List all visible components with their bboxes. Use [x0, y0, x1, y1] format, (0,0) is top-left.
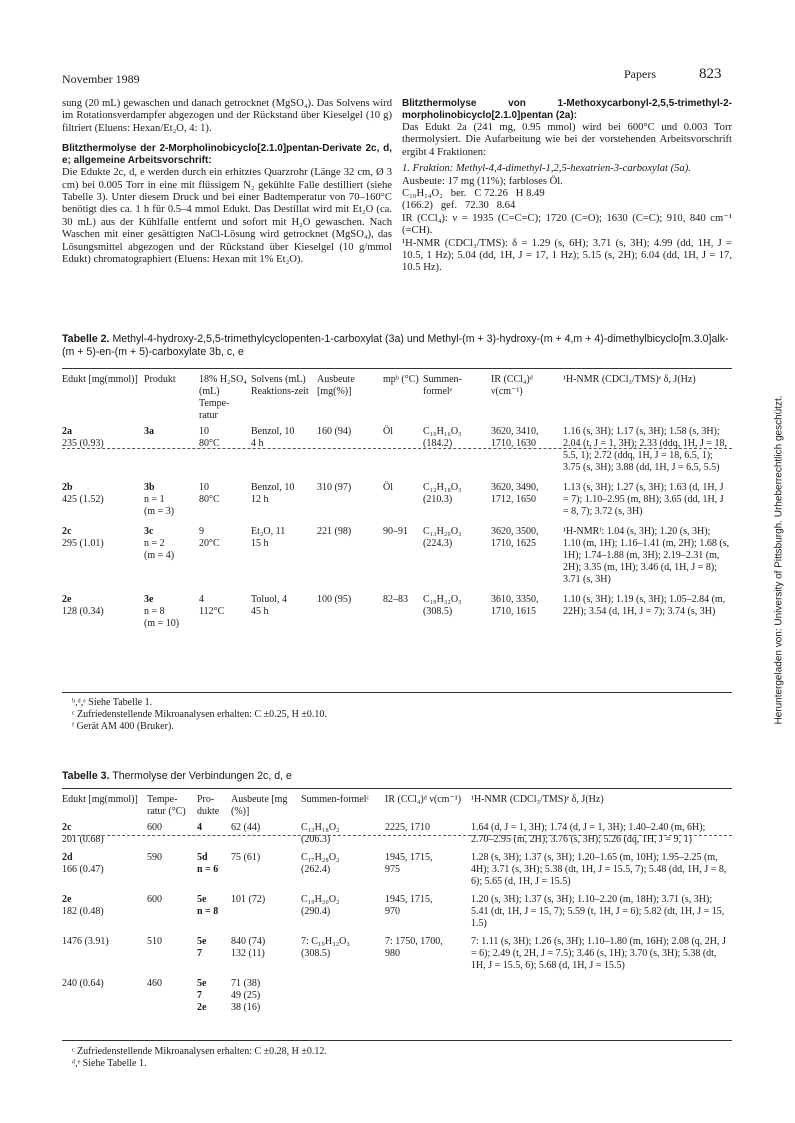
cell-line: 7: C₁₉H₃₂O₃: [301, 936, 350, 947]
left-paragraph-2: Die Edukte 2c, d, e werden durch ein erhitztes Quarzrohr (Länge 32 cm, Ø 3 cm) bei 0.005 Torr in eine mit flüssigem N₂ gekühlte Falle destilliert (siehe Tabelle 3). Unter diesem Druck und bei einer Badtemperatur von 70–160°C benötigt dies ca. 1 h für 0.5–4 mmol Edukt. Das Destillat wird mit Et₂O (ca. 30 mL) aus der Kühlfalle entfernt und sofort mit H₂O gewaschen. Nach Waschen mit einer gesättigten NaCl-Lösung wird getrocknet (MgSO₄), das Lösungsmittel abgezogen und der Rückstand über Kieselgel (10 g/mmol Edukt) chromatographiert (Eluens: Hexan mit 1% Et₂O).: [62, 167, 392, 266]
table2-col-header: Ausbeute [mg(%)]: [317, 374, 355, 397]
cell-line: 1.20 (s, 3H); 1.37 (s, 3H); 1.10–2.20 (m, 18H); 3.71 (s, 3H); 5.41 (dt, 1H, J = 15, 7); 5.59 (t, 1H, J = 6); 5.82 (dt, 1H, J = 15, 1.5): [471, 894, 725, 929]
table-cell: [62, 594, 144, 630]
table-cell: [251, 594, 317, 630]
cell-line: 128 (0.34): [62, 606, 104, 617]
cell-line: 221 (98): [317, 526, 352, 537]
running-header-right: [624, 66, 722, 83]
table-cell: [62, 894, 147, 930]
table-cell: [62, 822, 147, 846]
table3-col-header: Tempe-ratur (°C): [147, 794, 186, 817]
cell-line: 3620, 3500,: [491, 526, 539, 537]
table-cell: [385, 978, 471, 1014]
cell-line: 1712, 1650: [491, 494, 536, 505]
section-label: Papers: [624, 67, 656, 81]
table3-col-header: Summen-formelᶜ: [301, 794, 370, 805]
cell-line: 166 (0.47): [62, 864, 104, 875]
table-cell: [62, 978, 147, 1014]
table3-caption-label: Tabelle 3.: [62, 770, 110, 782]
download-watermark: Heruntergeladen von: University of Pittsburgh. Urheberrechtlich geschützt.: [773, 395, 785, 725]
cell-line: 10: [199, 426, 209, 437]
table-cell: [62, 526, 144, 586]
cell-line: 2225, 1710: [385, 822, 430, 833]
cell-line: 101 (72): [231, 894, 266, 905]
cell-line: C₁₇H₂₈O₂: [301, 852, 340, 863]
table3-row: [62, 822, 734, 846]
row-spacer: [62, 586, 734, 594]
cell-line: 7: 1.11 (s, 3H); 1.26 (s, 3H); 1.10–1.80 (m, 16H); 2.08 (q, 2H, J = 6); 2.49 (t, 2H, J = 7.5); 3.46 (s, 1H); 3.70 (s, 3H); 5.38 (dt, 1H, J = 15.5, 6); 5.68 (d, 1H, J = 15.5): [471, 936, 726, 971]
cell-line: 1710, 1625: [491, 538, 536, 549]
table-cell: [385, 852, 471, 888]
table2-header-rule: [62, 448, 732, 449]
cell-line: (184.2): [423, 438, 453, 449]
cell-line: (206.3): [301, 834, 331, 845]
table3-header-rule: [62, 835, 732, 836]
cell-line: 5e: [197, 936, 207, 947]
cell-line: 20°C: [199, 538, 220, 549]
row-spacer: [62, 518, 734, 526]
left-paragraph-1: sung (20 mL) gewaschen und danach getrocknet (MgSO₄). Das Solvens wird im Rotationsverdampfer abgezogen und der Rückstand über Kieselgel (10 g) filtriert (Eluens: Hexan/Et₂O, 4: 1).: [62, 98, 392, 134]
table-cell: [144, 426, 199, 474]
cell-line: 840 (74): [231, 936, 266, 947]
table-cell: [317, 426, 383, 474]
table-cell: [423, 426, 491, 474]
cell-line: 7: [197, 990, 202, 1001]
cell-line: 12 h: [251, 494, 269, 505]
table3-header-row: [62, 794, 734, 822]
table3-row: [62, 852, 734, 888]
cell-line: 2e: [197, 1002, 207, 1013]
running-header-date: November 1989: [62, 72, 140, 86]
cell-line: 1.28 (s, 3H); 1.37 (s, 3H); 1.20–1.65 (m, 10H); 1.95–2.25 (m, 4H); 3.71 (s, 3H); 5.38 (dt, 1H, J = 15.5, 7); 5.48 (dd, 1H, J = 8, 6); 5.65 (d, 1H, J = 15.5): [471, 852, 727, 887]
table3-row: [62, 978, 734, 1014]
table2-top-rule: [62, 368, 732, 369]
cell-line: C₁₂H₁₈O₃: [423, 482, 462, 493]
table-cell: [231, 894, 301, 930]
cell-line: 3a: [144, 426, 154, 437]
cell-line: 45 h: [251, 606, 269, 617]
page-number: 823: [699, 66, 722, 82]
cell-line: 75 (61): [231, 852, 261, 863]
cell-line: Et₂O, 11: [251, 526, 286, 537]
cell-line: 240 (0.64): [62, 978, 104, 989]
cell-line: 2e: [62, 594, 72, 605]
cell-line: 80°C: [199, 494, 220, 505]
cell-line: (308.5): [423, 606, 453, 617]
table-cell: [423, 482, 491, 518]
cell-line: 5e: [197, 978, 207, 989]
row-spacer: [62, 474, 734, 482]
table-cell: [147, 894, 197, 930]
yield-line: Ausbeute: 17 mg (11%); farbloses Öl.: [402, 175, 563, 187]
cell-line: 112°C: [199, 606, 225, 617]
cell-line: 4: [199, 594, 204, 605]
table2-row: [62, 482, 734, 518]
table2-col-header: mpᵇ (°C): [383, 374, 419, 385]
table-cell: [147, 822, 197, 846]
cell-line: 160 (94): [317, 426, 352, 437]
cell-line: 4 h: [251, 438, 264, 449]
cell-line: 310 (97): [317, 482, 352, 493]
table-cell: [144, 482, 199, 518]
table-cell: [197, 852, 231, 888]
cell-line: 460: [147, 978, 162, 989]
table-cell: [197, 978, 231, 1014]
table-cell: [563, 594, 734, 630]
row-spacer: [62, 630, 734, 638]
cell-line: n = 8: [144, 606, 165, 617]
cell-line: 3b: [144, 482, 155, 493]
table2-footnote: ᶠ Gerät AM 400 (Bruker).: [72, 721, 174, 732]
cell-line: 3c: [144, 526, 154, 537]
cell-line: (m = 3): [144, 506, 175, 517]
table3-col-header: Edukt [mg(mmol)]: [62, 794, 138, 805]
table3-col-header: Pro-dukte: [197, 794, 220, 817]
table-cell: [231, 978, 301, 1014]
table2-footnote: ᶜ Zufriedenstellende Mikroanalysen erhalten: C ±0.25, H ±0.10.: [72, 709, 327, 720]
cell-line: 235 (0.93): [62, 438, 104, 449]
cell-line: 182 (0.48): [62, 906, 104, 917]
cell-line: ¹H-NMRᶠ: 1.04 (s, 3H); 1.20 (s, 3H); 1.10 (m, 1H); 1.16–1.41 (m, 2H); 1.68 (s, 1H); 1.74–1.88 (m, 3H); 2.19–2.31 (m, 2H); 3.35 (m, 1H); 3.46 (d, 1H, J = 8); 3.71 (s, 3H): [563, 526, 730, 585]
table2-col-header: 18% H₂SO₄ (mL) Tempe-ratur: [199, 374, 247, 421]
table-cell: [385, 936, 471, 972]
cell-line: 510: [147, 936, 162, 947]
cell-line: 201 (0.68): [62, 834, 104, 845]
cell-line: (210.3): [423, 494, 453, 505]
table3-footnote: ᶜ Zufriedenstellende Mikroanalysen erhalten: C ±0.28, H ±0.12.: [72, 1046, 327, 1057]
table-cell: [491, 426, 563, 474]
table2-col-header: Summen-formelᵉ: [423, 374, 462, 397]
table-cell: [62, 482, 144, 518]
cell-line: Öl: [383, 482, 393, 493]
procedure-heading-left: Blitzthermolyse der 2-Morpholinobicyclo[2.1.0]pentan-Derivate 2c, d, e; allgemeine Arbeitsvorschrift:: [62, 143, 392, 167]
table-cell: [491, 482, 563, 518]
cell-line: 4: [197, 822, 202, 833]
table2-caption-label: Tabelle 2.: [62, 333, 110, 345]
table-cell: [199, 594, 251, 630]
table2: [62, 374, 734, 638]
table-cell: [471, 936, 734, 972]
table-cell: [383, 526, 423, 586]
table-cell: [231, 852, 301, 888]
table-cell: [471, 822, 734, 846]
table-cell: [301, 852, 385, 888]
table-cell: [251, 482, 317, 518]
table-cell: [199, 526, 251, 586]
table-cell: [563, 482, 734, 518]
table2-header-row: [62, 374, 734, 426]
cell-line: 15 h: [251, 538, 269, 549]
cell-line: (308.5): [301, 948, 331, 959]
table-cell: [144, 594, 199, 630]
cell-line: n = 1: [144, 494, 165, 505]
cell-line: 100 (95): [317, 594, 352, 605]
table-cell: [62, 852, 147, 888]
cell-line: 5e: [197, 894, 207, 905]
cell-line: 3610, 3350,: [491, 594, 539, 605]
cell-line: C₁₉H₃₀O₂: [301, 894, 340, 905]
table2-bottom-rule: [62, 692, 732, 693]
cell-line: C₁₀H₁₆O₃: [423, 426, 462, 437]
table2-row: [62, 426, 734, 474]
left-column: [62, 98, 392, 266]
cell-line: C₁₉H₃₂O₃: [423, 594, 462, 605]
cell-line: 9: [199, 526, 204, 537]
table3-top-rule: [62, 788, 732, 789]
cell-line: (262.4): [301, 864, 331, 875]
table-cell: [231, 822, 301, 846]
cell-line: 71 (38): [231, 978, 261, 989]
cell-line: 1710, 1630: [491, 438, 536, 449]
table3-row: [62, 936, 734, 972]
table-cell: [147, 936, 197, 972]
nmr-data: ¹H-NMR (CDCl₃/TMS): δ = 1.29 (s, 6H); 3.71 (s, 3H); 4.99 (dd, 1H, J = 10.5, 1 Hz); 5.04 (dd, 1H, J = 17, 1 Hz); 5.15 (s, 2H); 6.04 (dd, 1H, J = 17, 10.5 Hz).: [402, 237, 732, 274]
cell-line: 3620, 3410,: [491, 426, 539, 437]
right-column: [402, 98, 732, 275]
cell-line: 590: [147, 852, 162, 863]
table-cell: [491, 526, 563, 586]
table3-row: [62, 894, 734, 930]
table-cell: [563, 526, 734, 586]
table2-caption-text: Methyl-4-hydroxy-2,5,5-trimethylcyclopenten-1-carboxylat (3a) und Methyl-(m + 3)-hydroxy-(m + 4,m + 4)-dimethylbicyclo[m.3.0]alk-(m + 5)-en-(m + 5)-carboxylate 3b, c, e: [62, 333, 729, 358]
cell-line: 132 (11): [231, 948, 265, 959]
table3-footnote: ᵈ,ᵉ Siehe Tabelle 1.: [72, 1058, 147, 1069]
cell-line: n = 2: [144, 538, 165, 549]
cell-line: C₁₃H₁₈O₂: [301, 822, 340, 833]
table-cell: [301, 894, 385, 930]
table-cell: [197, 822, 231, 846]
cell-line: 1.10 (s, 3H); 1.19 (s, 3H); 1.05–2.84 (m, 22H); 3.54 (d, 1H, J = 7); 3.74 (s, 3H): [563, 594, 726, 617]
fraction-line: 1. Fraktion: Methyl-4,4-dimethyl-1,2,5-hexatrien-3-carboxylat (5a).: [402, 163, 691, 175]
cell-line: 7: 1750, 1700,: [385, 936, 443, 947]
cell-line: 1.16 (s, 3H); 1.17 (s, 3H); 1.58 (s, 3H); 2.04 (t, J = 1, 3H); 2.33 (ddq, 1H, J = 18, 5.5, 1); 2.72 (ddq, 1H, J = 18, 6.5, 1); 3.75 (s, 3H); 3.88 (dd, 1H, J = 6.5, 5.5): [563, 426, 728, 473]
table-cell: [197, 936, 231, 972]
table2-col-header: Produkt: [144, 374, 176, 385]
cell-line: Toluol, 4: [251, 594, 287, 605]
cell-line: 82–83: [383, 594, 408, 605]
table-cell: [251, 426, 317, 474]
cell-line: 425 (1.52): [62, 494, 104, 505]
table2-col-header: Solvens (mL) Reaktions-zeit: [251, 374, 309, 397]
table-cell: [199, 426, 251, 474]
ir-data: IR (CCl₄): ν = 1935 (C=C=C); 1720 (C=O); 1630 (C=C); 910, 840 cm⁻¹ (=CH).: [402, 212, 732, 237]
table-cell: [317, 594, 383, 630]
cell-line: 62 (44): [231, 822, 261, 833]
row-spacer: [62, 1014, 734, 1020]
table-cell: [317, 526, 383, 586]
cell-line: C₁₃H₂₀O₃: [423, 526, 462, 537]
cell-line: n = 6: [197, 864, 219, 875]
table3-caption: [62, 770, 732, 783]
table-cell: [317, 482, 383, 518]
cell-line: 600: [147, 822, 162, 833]
table-cell: [144, 526, 199, 586]
table-cell: [147, 978, 197, 1014]
table-cell: [147, 852, 197, 888]
table-cell: [383, 594, 423, 630]
table3-footnotes: [72, 1046, 672, 1070]
table-cell: [471, 978, 734, 1014]
cell-line: 1945, 1715,: [385, 894, 433, 905]
table3-caption-text: Thermolyse der Verbindungen 2c, d, e: [112, 770, 292, 782]
table-cell: [301, 978, 385, 1014]
table-cell: [62, 426, 144, 474]
table3-col-header: Ausbeute [mg (%)]: [231, 794, 288, 817]
table-cell: [301, 936, 385, 972]
cell-line: n = 8: [197, 906, 219, 917]
table3-col-header: IR (CCl₄)ᵈ ν(cm⁻¹): [385, 794, 462, 805]
cell-line: 980: [385, 948, 400, 959]
cell-line: 975: [385, 864, 400, 875]
table-cell: [471, 852, 734, 888]
cell-line: (224.3): [423, 538, 453, 549]
table2-col-header: ¹H-NMR (CDCl₃/TMS)ᵉ δ, J(Hz): [563, 374, 696, 385]
cell-line: (290.4): [301, 906, 331, 917]
cell-line: 2c: [62, 822, 72, 833]
right-paragraph-1: Das Edukt 2a (241 mg, 0.95 mmol) wird bei 600°C und 0.003 Torr thermolysiert. Die Aufarbeitung wie bei der vorstehenden Arbeitsvorschrift ergibt 4 Fraktionen:: [402, 122, 732, 158]
table2-col-header: Edukt [mg(mmol)]: [62, 374, 138, 385]
cell-line: Benzol, 10: [251, 482, 295, 493]
cell-line: 2b: [62, 482, 73, 493]
cell-line: 600: [147, 894, 162, 905]
table-cell: [385, 822, 471, 846]
table-cell: [491, 594, 563, 630]
cell-line: 7: [197, 948, 202, 959]
cell-line: 1710, 1615: [491, 606, 536, 617]
table-cell: [251, 526, 317, 586]
table-cell: [383, 482, 423, 518]
cell-line: 38 (16): [231, 1002, 261, 1013]
cell-line: 970: [385, 906, 400, 917]
cell-line: 2d: [62, 852, 73, 863]
cell-line: Öl: [383, 426, 393, 437]
table-cell: [197, 894, 231, 930]
table3: [62, 794, 734, 1020]
cell-line: 2c: [62, 526, 72, 537]
cell-line: 2a: [62, 426, 72, 437]
cell-line: 5d: [197, 852, 208, 863]
table-cell: [231, 936, 301, 972]
cell-line: 1476 (3.91): [62, 936, 109, 947]
cell-line: Benzol, 10: [251, 426, 295, 437]
cell-line: 49 (25): [231, 990, 261, 1001]
table-cell: [385, 894, 471, 930]
cell-line: 10: [199, 482, 209, 493]
table2-row: [62, 526, 734, 586]
cell-line: 295 (1.01): [62, 538, 104, 549]
cell-line: 2e: [62, 894, 72, 905]
cell-line: 1.64 (d, J = 1, 3H); 1.74 (d, J = 1, 3H); 1.40–2.40 (m, 6H); 2.70–2.95 (m, 2H); 3.76 (s, 3H); 5.26 (dq, 1H, J = 9, 1): [471, 822, 706, 845]
procedure-heading-right: Blitzthermolyse von 1-Methoxycarbonyl-2,5,5-trimethyl-2-morpholinobicyclo[2.1.0]pentan (2a):: [402, 98, 732, 121]
table2-caption: [62, 333, 732, 359]
table2-row: [62, 594, 734, 630]
table3-col-header: ¹H-NMR (CDCl₃/TMS)ᵉ δ, J(Hz): [471, 794, 604, 805]
table-cell: [199, 482, 251, 518]
table-cell: [423, 594, 491, 630]
table-cell: [423, 526, 491, 586]
cell-line: 3e: [144, 594, 154, 605]
table-cell: [563, 426, 734, 474]
table-cell: [62, 936, 147, 972]
cell-line: 80°C: [199, 438, 220, 449]
table-cell: [383, 426, 423, 474]
table-cell: [471, 894, 734, 930]
table2-footnote: ᵇ,ᵈ,ᵉ Siehe Tabelle 1.: [72, 697, 153, 708]
analysis-found: (166.2) gef. 72.30 8.64: [402, 200, 516, 212]
cell-line: 1945, 1715,: [385, 852, 433, 863]
table-cell: [301, 822, 385, 846]
cell-line: (m = 4): [144, 550, 175, 561]
cell-line: 3620, 3490,: [491, 482, 539, 493]
cell-line: 1.13 (s, 3H); 1.27 (s, 3H); 1.63 (d, 1H, J = 7); 1.10–2.95 (m, 8H); 3.65 (dd, 1H, J = 8, 7); 3.72 (s, 3H): [563, 482, 724, 517]
table2-col-header: IR (CCl₄)ᵈ ν(cm⁻¹): [491, 374, 533, 397]
cell-line: (m = 10): [144, 618, 180, 629]
analysis-calc: C₁₀H₁₄O₂ ber. C 72.26 H 8.49: [402, 188, 545, 200]
cell-line: 90–91: [383, 526, 408, 537]
table2-footnotes: [72, 697, 672, 733]
table3-bottom-rule: [62, 1040, 732, 1041]
